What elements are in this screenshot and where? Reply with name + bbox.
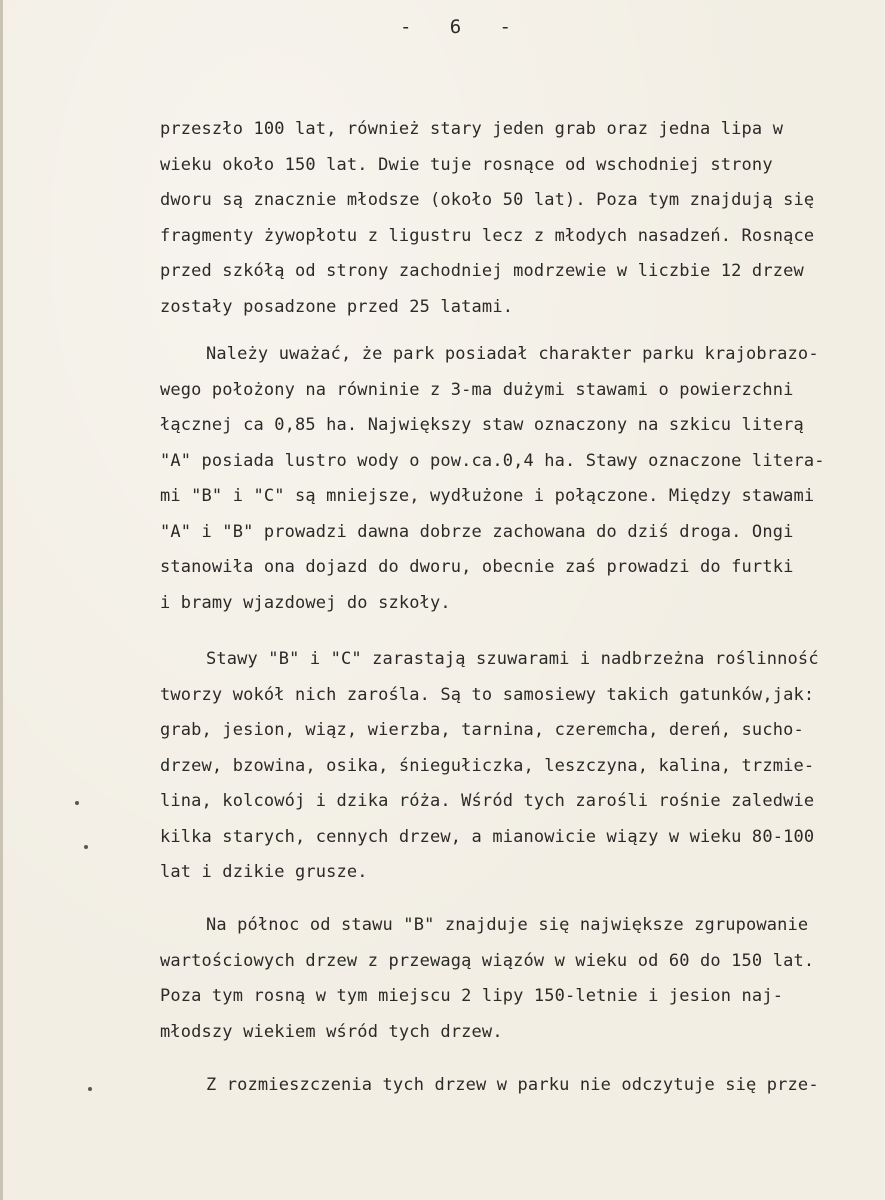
text-line: fragmenty żywopłotu z ligustru lecz z młodych nasadzeń. Rosnące [160, 225, 815, 246]
text-line: Należy uważać, że park posiadał charakter parku krajobrazo- [206, 344, 819, 364]
text-line: przed szkółą od strony zachodniej modrzewie w liczbie 12 drzew [160, 261, 804, 281]
text-line: tworzy wokół nich zarośla. Są to samosiewy takich gatunków,jak: [160, 684, 815, 705]
text-line: młodszy wiekiem wśród tych drzew. [160, 1021, 503, 1042]
text-line: "A" i "B" prowadzi dawna dobrze zachowana do dziś droga. Ongi [160, 521, 794, 542]
paragraph-2 [160, 337, 875, 621]
page-edge [0, 0, 3, 1200]
margin-mark [84, 845, 88, 849]
text-line: zostały posadzone przed 25 latami. [160, 296, 514, 317]
text-line: stanowiła ona dojazd do dworu, obecnie zaś prowadzi do furtki [160, 557, 794, 577]
text-line: lina, kolcowój i dzika róża. Wśród tych zarośli rośnie zaledwie [160, 791, 815, 811]
text-line: grab, jesion, wiąz, wierzba, tarnina, czeremcha, dereń, sucho- [160, 720, 804, 740]
text-line: Stawy "B" i "C" zarastają szuwarami i nadbrzeżna roślinność [206, 649, 819, 669]
text-line: przeszło 100 lat, również stary jeden grab oraz jedna lipa w [160, 119, 784, 139]
paragraph-3 [160, 642, 875, 891]
margin-mark [75, 801, 79, 805]
text-line: i bramy wjazdowej do szkoły. [160, 592, 451, 613]
text-line: Z rozmieszczenia tych drzew w parku nie odczytuje się prze- [206, 1075, 819, 1095]
text-line: mi "B" i "C" są mniejsze, wydłużone i połączone. Między stawami [160, 486, 815, 506]
text-line: kilka starych, cennych drzew, a mianowicie wiązy w wieku 80-100 [160, 826, 815, 847]
text-line: wieku około 150 lat. Dwie tuje rosnące od wschodniej strony [160, 154, 773, 175]
text-line: "A" posiada lustro wody o pow.ca.0,4 ha. Stawy oznaczone litera- [160, 450, 825, 471]
paragraph-4 [160, 908, 875, 1050]
text-line: Poza tym rosną w tym miejscu 2 lipy 150-letnie i jesion naj- [160, 986, 784, 1006]
paragraph-1 [160, 112, 875, 325]
margin-mark [88, 1087, 92, 1091]
text-line: dworu są znacznie młodsze (około 50 lat). Poza tym znajdują się [160, 190, 815, 210]
text-line: wartościowych drzew z przewagą wiązów w wieku od 60 do 150 lat. [160, 950, 815, 971]
text-line: łącznej ca 0,85 ha. Największy staw oznaczony na szkicu literą [160, 415, 804, 435]
paragraph-5 [160, 1068, 875, 1104]
page-number: - 6 - [400, 16, 512, 38]
text-line: lat i dzikie grusze. [160, 862, 368, 882]
text-line: Na północ od stawu "B" znajduje się największe zgrupowanie [206, 915, 809, 935]
text-line: drzew, bzowina, osika, śniegułiczka, leszczyna, kalina, trzmie- [160, 755, 815, 776]
text-line: wego położony na równinie z 3-ma dużymi stawami o powierzchni [160, 379, 794, 400]
